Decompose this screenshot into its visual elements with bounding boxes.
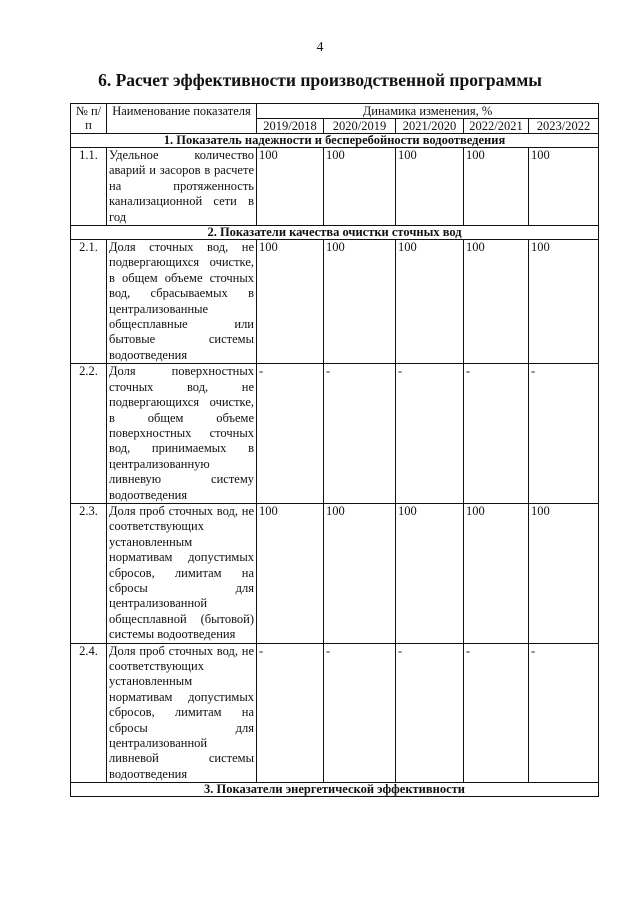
value-cell: 100 [464,148,529,226]
value-cell: 100 [464,240,529,364]
value-cell: - [529,364,599,504]
value-cell: 100 [529,148,599,226]
section-row [71,134,599,148]
efficiency-table [70,103,599,797]
page-number: 4 [316,40,324,55]
value-cell: - [324,643,396,783]
table-row [71,503,599,643]
section-title: 3. Показатели энергетической эффективности [71,783,599,797]
indicator-name: Удельное количество аварий и засоров в расчете на протяженность канализационной сети в год [107,148,257,226]
table-row [71,240,599,364]
table-row [71,364,599,504]
value-cell: 100 [529,240,599,364]
value-cell: 100 [257,503,324,643]
value-cell: - [529,643,599,783]
value-cell: - [464,643,529,783]
header-year: 2021/2020 [396,119,464,134]
row-number: 2.2. [71,364,107,504]
header-row [71,104,599,119]
value-cell: - [396,364,464,504]
table-row [71,148,599,226]
value-cell: 100 [396,503,464,643]
section-title: 1. Показатель надежности и бесперебойности водоотведения [71,134,599,148]
value-cell: - [464,364,529,504]
value-cell: 100 [396,240,464,364]
section-row [71,226,599,240]
indicator-name: Доля проб сточных вод, не соответствующих установленным нормативам допустимых сбросов, лимитам на сбросы для централизованной общесплавной (бытовой) системы водоотведения [107,503,257,643]
row-number: 2.3. [71,503,107,643]
header-year: 2023/2022 [529,119,599,134]
page-title: 6. Расчет эффективности производственной программы [98,70,542,90]
header-num: № п/п [71,104,107,134]
value-cell: 100 [257,240,324,364]
header-dynamics: Динамика изменения, % [257,104,599,119]
value-cell: 100 [257,148,324,226]
row-number: 2.4. [71,643,107,783]
value-cell: - [257,643,324,783]
row-number: 2.1. [71,240,107,364]
value-cell: 100 [396,148,464,226]
value-cell: 100 [324,240,396,364]
header-year: 2022/2021 [464,119,529,134]
value-cell: - [396,643,464,783]
indicator-name: Доля сточных вод, не подвергающихся очистке, в общем объеме сточных вод, сбрасываемых в централизованные общесплавные или бытовые системы водоотведения [107,240,257,364]
value-cell: 100 [324,148,396,226]
header-year: 2020/2019 [324,119,396,134]
value-cell: 100 [464,503,529,643]
value-cell: 100 [324,503,396,643]
row-number: 1.1. [71,148,107,226]
value-cell: - [257,364,324,504]
table-row [71,643,599,783]
value-cell: - [324,364,396,504]
value-cell: 100 [529,503,599,643]
indicator-name: Доля проб сточных вод, не соответствующих установленным нормативам допустимых сбросов, лимитам на сбросы для централизованной ливневой системы водоотведения [107,643,257,783]
header-name: Наименование показателя [107,104,257,134]
section-row [71,783,599,797]
section-title: 2. Показатели качества очистки сточных вод [71,226,599,240]
header-year: 2019/2018 [257,119,324,134]
indicator-name: Доля поверхностных сточных вод, не подвергающихся очистке, в общем объеме поверхностных сточных вод, принимаемых в централизованную ливневую систему водоотведения [107,364,257,504]
